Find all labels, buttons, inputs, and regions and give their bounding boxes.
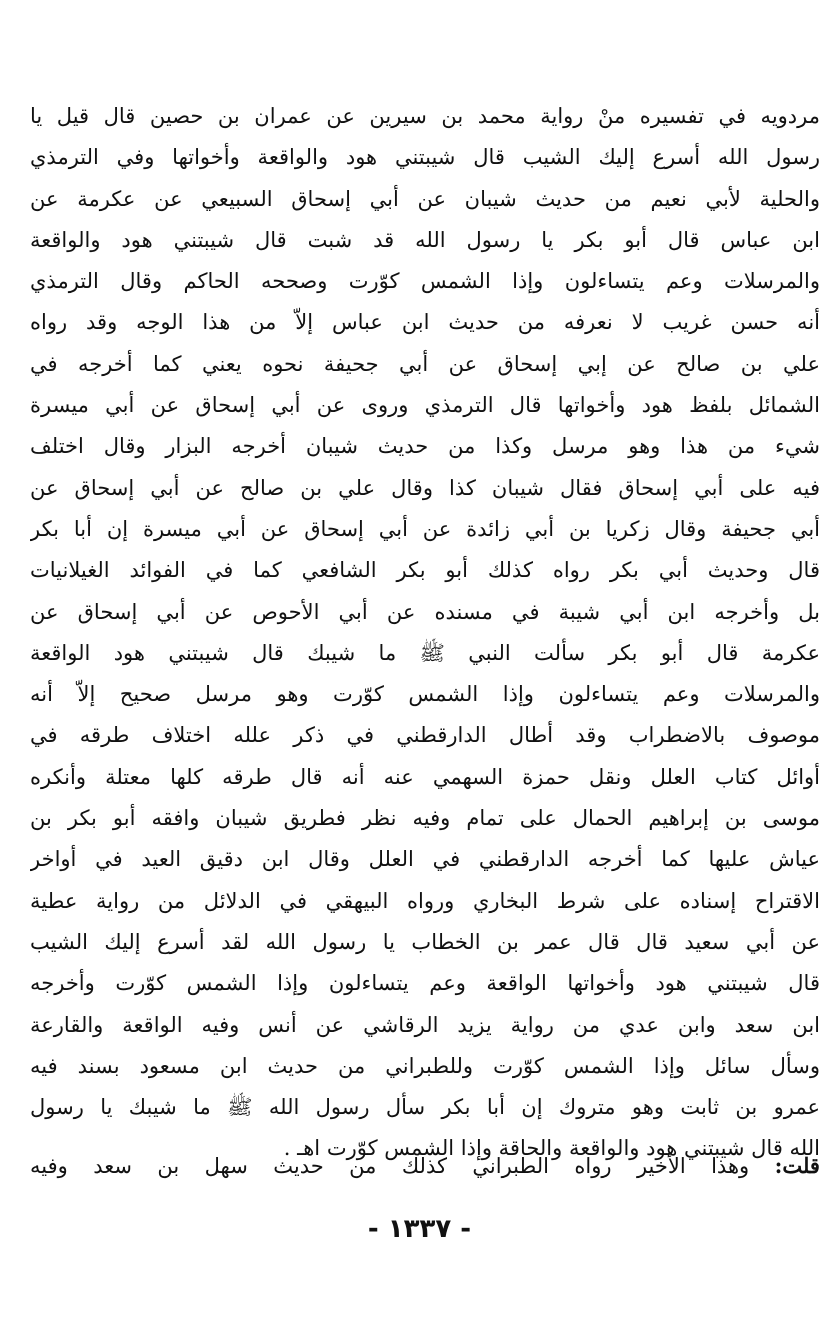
text-line: بل وأخرجه ابن أبي شيبة في مسنده عن أبي الأحوص عن أبي إسحاق عن	[30, 599, 820, 624]
text-line: وسأل سائل وإذا الشمس كوّرت وللطبراني من حديث ابن مسعود بسند فيه	[30, 1053, 820, 1078]
text-line: موصوف بالاضطراب وقد أطال الدارقطني في ذكر علله اختلاف طرقه في	[30, 723, 820, 748]
text-line: فيه على أبي إسحاق فقال شيبان كذا وقال علي بن صالح عن أبي إسحاق عن	[30, 475, 820, 500]
text-line: موسى بن إبراهيم الحمال على تمام وفيه نظر فطريق شيبان وافقه أبو بكر بن	[30, 806, 820, 831]
text-line: مردويه في تفسيره منْ رواية محمد بن سيرين عن عمران بن حصين قال قيل يا	[30, 104, 820, 128]
text-line: ابن سعد وابن عدي من رواية يزيد الرقاشي عن أنس وفيه الواقعة والقارعة	[30, 1012, 820, 1037]
note-paragraph	[30, 1144, 820, 1188]
text-line: أنه حسن غريب لا نعرفه من حديث ابن عباس إلاّ من هذا الوجه وقد رواه	[30, 310, 820, 335]
page-number: - ١٣٣٧ -	[367, 1214, 472, 1244]
text-line: والحلية لأبي نعيم من حديث شيبان عن أبي إسحاق السبيعي عن عكرمة عن	[30, 186, 820, 211]
text-line: ابن عباس قال أبو بكر يا رسول الله قد شبت قال شيبتني هود والواقعة	[30, 227, 820, 252]
text-line: علي بن صالح عن إبي إسحاق عن أبي جحيفة نحوه يعني كما أخرجه في	[30, 351, 820, 376]
text-line: عن أبي سعيد قال قال عمر بن الخطاب يا رسول الله لقد أسرع إليك الشيب	[30, 929, 820, 954]
text-line: قال وحديث أبي بكر رواه كذلك أبو بكر الشافعي كما في الفوائد الغيلانيات	[30, 558, 820, 583]
text-line: والمرسلات وعم يتساءلون وإذا الشمس كوّرت وصححه الحاكم وقال الترمذي	[30, 269, 820, 294]
text-line: شيء من هذا وهو مرسل وكذا من حديث شيبان أخرجه البزار وقال اختلف	[30, 434, 820, 459]
text-line: قال شيبتني هود وأخواتها الواقعة وعم يتساءلون وإذا الشمس كوّرت وأخرجه	[30, 971, 820, 996]
text-line: الاقتراح إسناده على شرط البخاري ورواه البيهقي في الدلائل من رواية عطية	[30, 888, 820, 913]
text-line: عياش عليها كما أخرجه الدارقطني في العلل وقال ابن دقيق العيد في أواخر	[30, 847, 820, 872]
text-line: رسول الله أسرع إليك الشيب قال شيبتني هود والواقعة وأخواتها وفي الترمذي	[30, 145, 820, 170]
note-label: قلت:	[774, 1153, 820, 1178]
text-line-last: الله قال شيبتني هود والواقعة والحاقة وإذا الشمس كوّرت اهـ .	[283, 1136, 820, 1161]
note-text: وهذا الأخير رواه الطبراني كذلك من حديث سهل بن سعد وفيه	[30, 1154, 750, 1178]
text-line: والمرسلات وعم يتساءلون وإذا الشمس كوّرت وهو مرسل صحيح إلاّ أنه	[30, 682, 820, 707]
text-line: الشمائل بلفظ هود وأخواتها قال الترمذي وروى عن أبي إسحاق عن أبي ميسرة	[30, 393, 820, 418]
text-line: أوائل كتاب العلل ونقل حمزة السهمي عنه أنه قال طرقه كلها معتلة وأنكره	[30, 764, 820, 789]
text-line: أبي جحيفة وقال زكريا بن أبي زائدة عن أبي إسحاق عن أبي ميسرة إن أبا بكر	[30, 516, 820, 541]
text-line: عمرو بن ثابت وهو متروك إن أبا بكر سأل رسول الله ﷺ ما شيبك يا رسول	[30, 1095, 820, 1120]
main-text-block	[30, 96, 820, 1170]
text-line: عكرمة قال أبو بكر سألت النبي ﷺ ما شيبك قال شيبتني هود الواقعة	[30, 640, 820, 665]
